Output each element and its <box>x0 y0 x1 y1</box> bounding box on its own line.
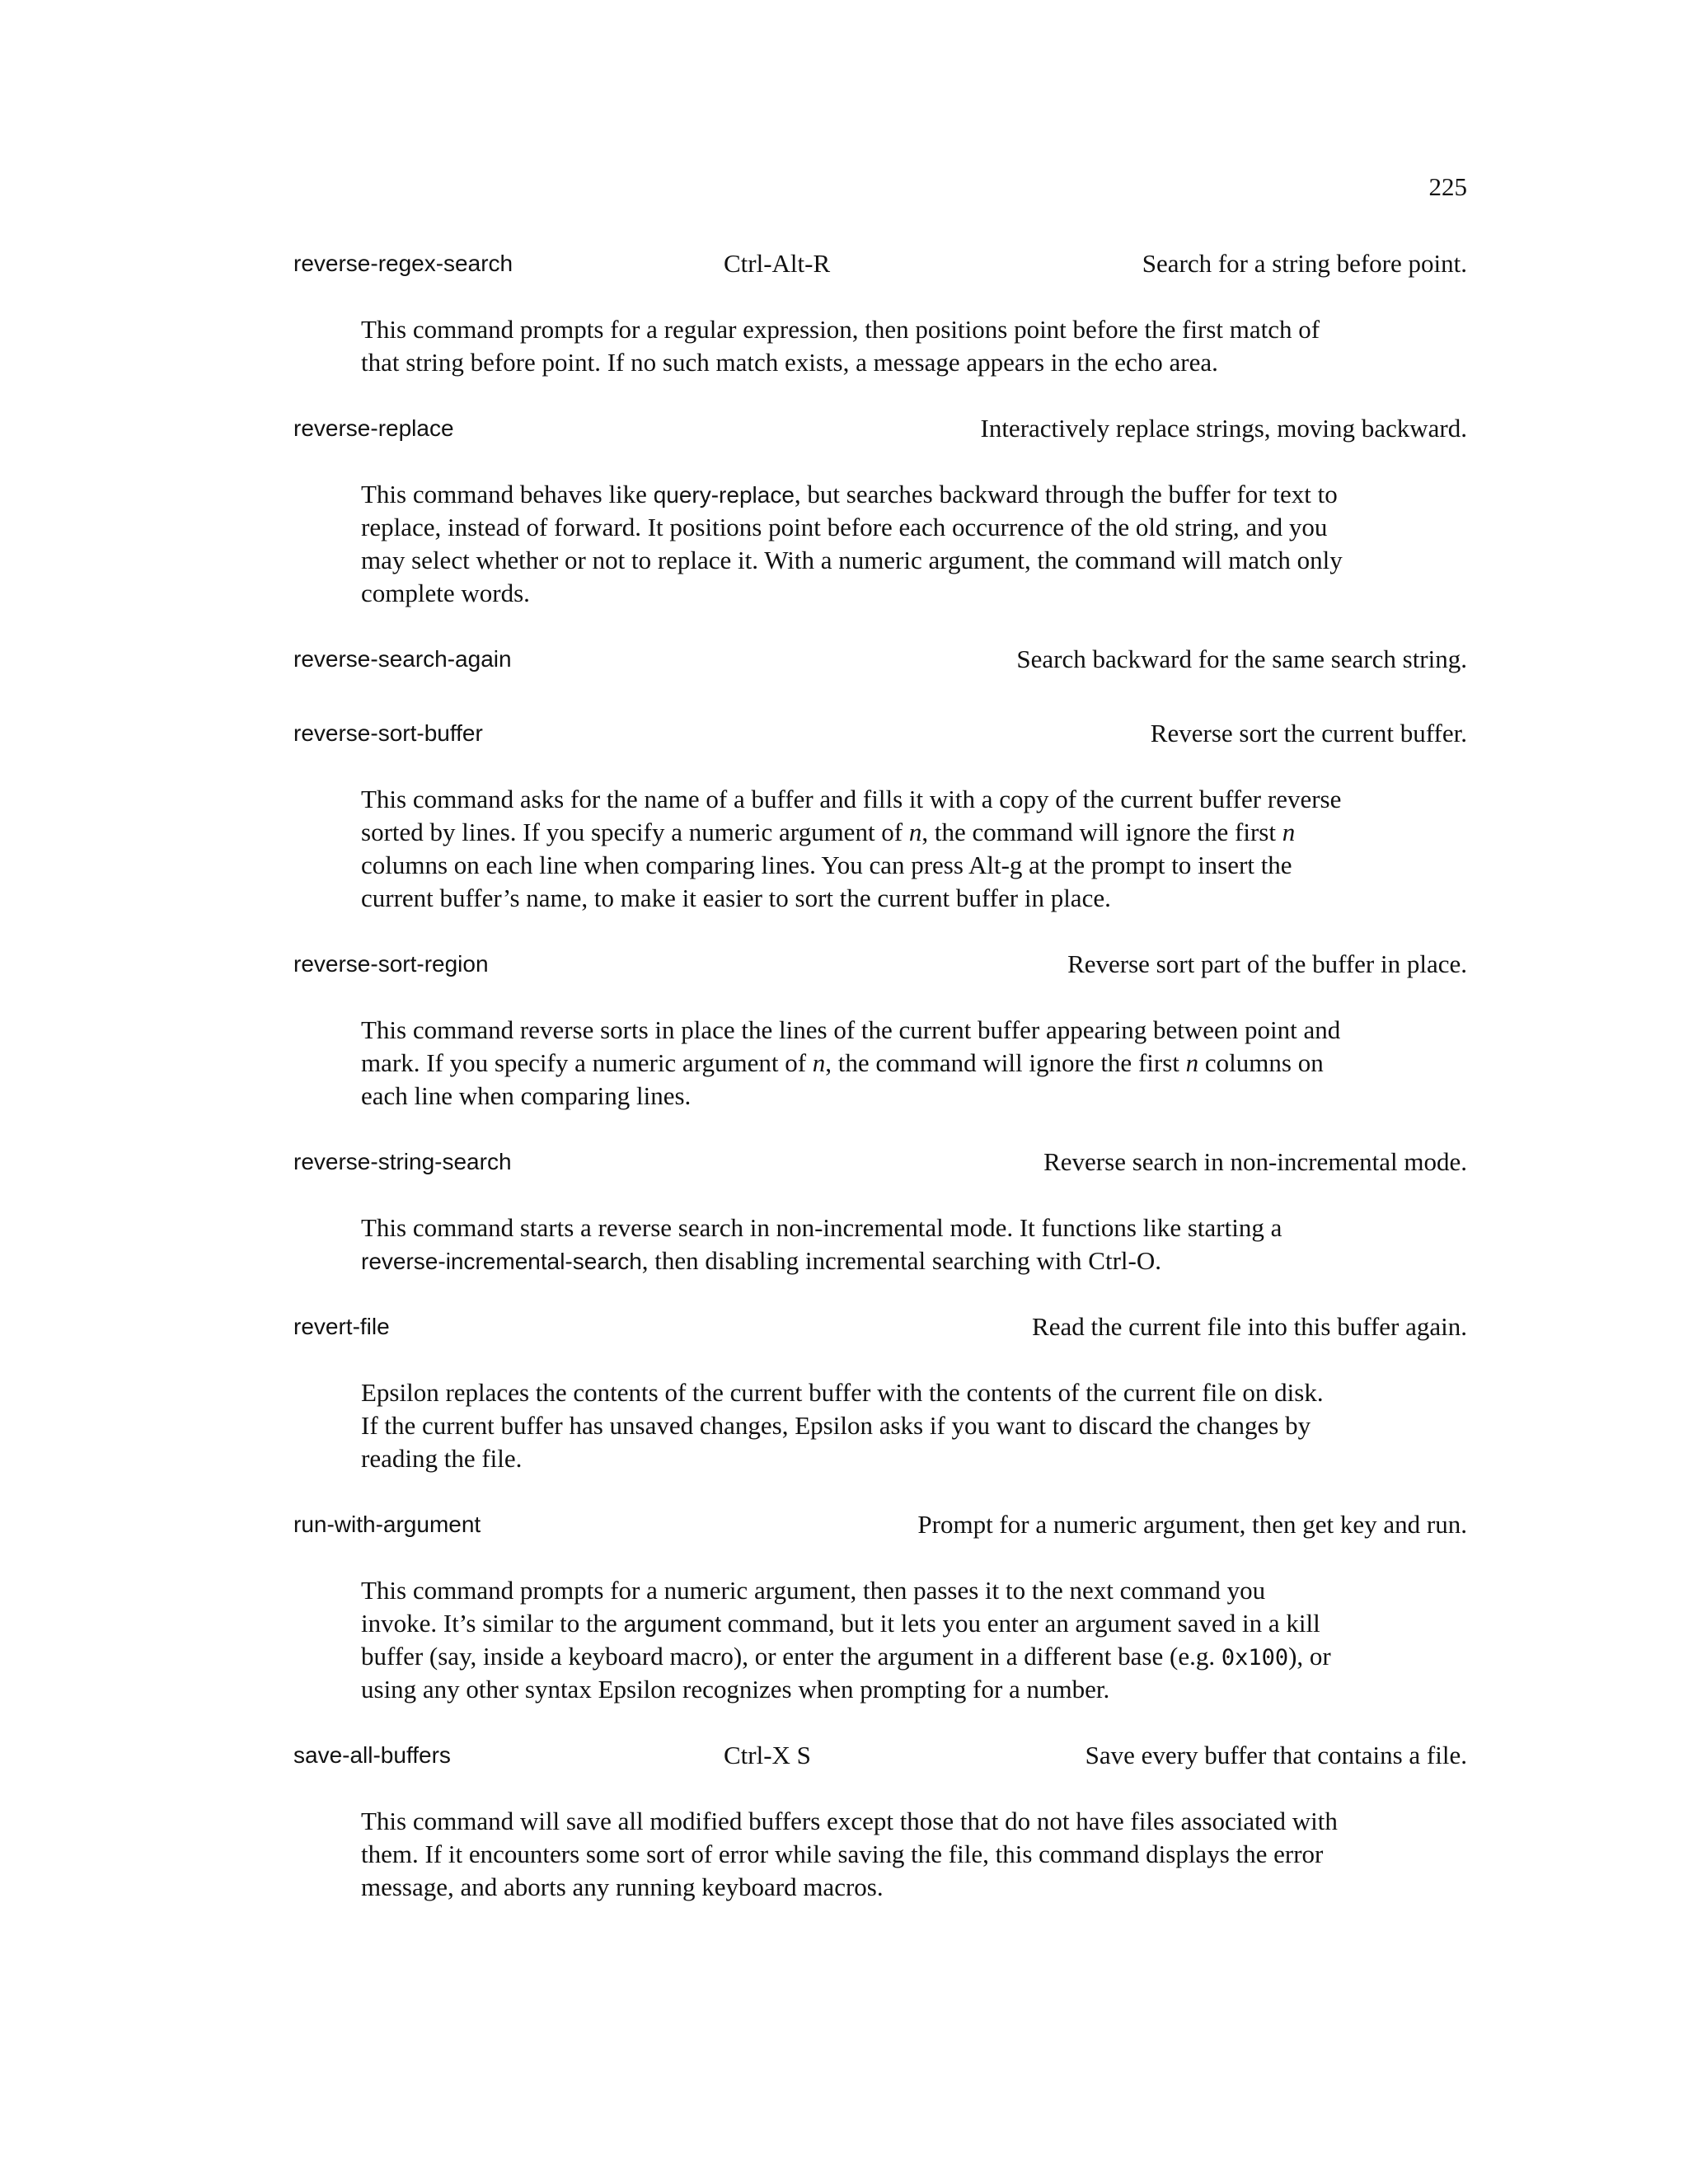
command-name: reverse-sort-region <box>293 951 489 977</box>
command-description <box>361 313 1432 379</box>
text-run: buffer (say, inside a keyboard macro), or enter the argument in a different base (e.g. <box>361 1642 1221 1671</box>
text-run: , the command will ignore the first <box>825 1048 1186 1077</box>
command-entry <box>293 717 1467 915</box>
text-run: columns on each line when comparing lines. You can press Alt-g at the prompt to insert the <box>361 851 1292 879</box>
command-summary: Interactively replace strings, moving backward. <box>980 414 1467 443</box>
description-line <box>361 1080 1432 1113</box>
text-run: sorted by lines. If you specify a numeric argument of <box>361 818 909 846</box>
command-description <box>361 478 1432 610</box>
description-line <box>361 1574 1432 1607</box>
text-run: reading the file. <box>361 1444 523 1473</box>
text-run: columns on <box>1198 1048 1324 1077</box>
command-summary: Search backward for the same search string. <box>1016 644 1467 673</box>
command-key-binding: Ctrl-Alt-R <box>724 249 831 278</box>
command-description <box>361 1014 1432 1113</box>
command-name: reverse-sort-buffer <box>293 720 483 746</box>
text-run: may select whether or not to replace it. With a numeric argument, the command will match only <box>361 546 1343 574</box>
command-header <box>293 1508 1467 1541</box>
math-variable: n <box>1282 818 1296 846</box>
command-header <box>293 643 1467 676</box>
command-name: save-all-buffers <box>293 1742 451 1768</box>
text-run: Epsilon replaces the contents of the current buffer with the contents of the current file on disk. <box>361 1378 1324 1407</box>
command-summary: Search for a string before point. <box>1142 249 1467 278</box>
command-header <box>293 247 1467 280</box>
description-line <box>361 1871 1432 1904</box>
command-header <box>293 948 1467 981</box>
text-run: invoke. It’s similar to the <box>361 1609 624 1638</box>
description-line <box>361 478 1432 511</box>
description-line <box>361 577 1432 610</box>
command-entry <box>293 1508 1467 1706</box>
command-header <box>293 717 1467 750</box>
description-line <box>361 1607 1432 1640</box>
command-reference: reverse-incremental-search <box>361 1249 642 1274</box>
command-description <box>361 1574 1432 1706</box>
text-run: , the command will ignore the first <box>921 818 1282 846</box>
command-entry <box>293 643 1467 676</box>
command-entry <box>293 247 1467 379</box>
text-run: This command starts a reverse search in non-incremental mode. It functions like starting a <box>361 1213 1282 1242</box>
text-run: mark. If you specify a numeric argument of <box>361 1048 813 1077</box>
command-header <box>293 1146 1467 1179</box>
command-description <box>361 1376 1432 1475</box>
command-entry <box>293 412 1467 610</box>
command-name: reverse-regex-search <box>293 251 513 276</box>
text-run: This command behaves like <box>361 480 654 509</box>
text-run: If the current buffer has unsaved changes, Epsilon asks if you want to discard the changes by <box>361 1411 1311 1440</box>
text-run: that string before point. If no such match exists, a message appears in the echo area. <box>361 348 1218 377</box>
description-line <box>361 313 1432 346</box>
command-summary: Prompt for a numeric argument, then get key and run. <box>917 1510 1467 1539</box>
text-run: replace, instead of forward. It positions point before each occurrence of the old string, and you <box>361 513 1328 541</box>
command-header <box>293 1739 1467 1772</box>
text-run: using any other syntax Epsilon recognizes when prompting for a number. <box>361 1675 1110 1704</box>
command-reference: argument <box>623 1611 721 1637</box>
command-summary: Read the current file into this buffer again. <box>1032 1312 1467 1341</box>
command-summary: Reverse sort part of the buffer in place. <box>1067 949 1467 978</box>
text-run: command, but it lets you enter an argument saved in a kill <box>720 1609 1320 1638</box>
command-entry <box>293 1146 1467 1277</box>
description-line <box>361 346 1432 379</box>
description-line <box>361 1838 1432 1871</box>
text-run: This command prompts for a regular expression, then positions point before the first match of <box>361 315 1320 344</box>
description-line <box>361 1376 1432 1409</box>
description-line <box>361 783 1432 816</box>
text-run: This command asks for the name of a buffer and fills it with a copy of the current buffer reverse <box>361 785 1342 813</box>
command-description <box>361 1805 1432 1904</box>
text-run: , but searches backward through the buffer for text to <box>794 480 1338 509</box>
command-description <box>361 783 1432 915</box>
description-line <box>361 1244 1432 1277</box>
text-run: each line when comparing lines. <box>361 1081 692 1110</box>
math-variable: n <box>1185 1048 1199 1077</box>
text-run: message, and aborts any running keyboard macros. <box>361 1872 884 1901</box>
text-run: This command reverse sorts in place the lines of the current buffer appearing between point and <box>361 1015 1341 1044</box>
text-run: , then disabling incremental searching with Ctrl-O. <box>641 1246 1161 1275</box>
command-name: revert-file <box>293 1314 390 1339</box>
command-name: reverse-search-again <box>293 646 512 672</box>
description-line <box>361 511 1432 544</box>
text-run: complete words. <box>361 579 530 607</box>
description-line <box>361 1014 1432 1047</box>
command-entry <box>293 948 1467 1113</box>
command-name: run-with-argument <box>293 1511 481 1537</box>
description-line <box>361 1673 1432 1706</box>
command-name: reverse-string-search <box>293 1149 512 1174</box>
command-list <box>293 247 1467 1937</box>
command-reference: query-replace <box>653 482 795 508</box>
text-run: This command prompts for a numeric argument, then passes it to the next command you <box>361 1576 1266 1605</box>
command-header <box>293 412 1467 445</box>
code-literal: 0x100 <box>1221 1645 1289 1671</box>
command-summary: Save every buffer that contains a file. <box>1085 1741 1467 1769</box>
math-variable: n <box>812 1048 826 1077</box>
command-description <box>361 1212 1432 1277</box>
description-line <box>361 882 1432 915</box>
description-line <box>361 1212 1432 1244</box>
command-key-binding: Ctrl-X S <box>724 1741 811 1769</box>
text-run: ), or <box>1288 1642 1331 1671</box>
text-run: them. If it encounters some sort of error while saving the file, this command displays the error <box>361 1840 1324 1868</box>
description-line <box>361 1409 1432 1442</box>
text-run: current buffer’s name, to make it easier to sort the current buffer in place. <box>361 883 1111 912</box>
description-line <box>361 1442 1432 1475</box>
text-run: This command will save all modified buffers except those that do not have files associated with <box>361 1807 1338 1835</box>
command-summary: Reverse search in non-incremental mode. <box>1043 1147 1467 1176</box>
description-line <box>361 1805 1432 1838</box>
description-line <box>361 1640 1432 1673</box>
command-name: reverse-replace <box>293 415 454 441</box>
math-variable: n <box>908 818 922 846</box>
command-entry <box>293 1739 1467 1904</box>
page-number: 225 <box>1428 172 1467 201</box>
command-header <box>293 1310 1467 1343</box>
command-summary: Reverse sort the current buffer. <box>1150 719 1467 748</box>
description-line <box>361 544 1432 577</box>
description-line <box>361 1047 1432 1080</box>
description-line <box>361 849 1432 882</box>
description-line <box>361 816 1432 849</box>
command-entry <box>293 1310 1467 1475</box>
